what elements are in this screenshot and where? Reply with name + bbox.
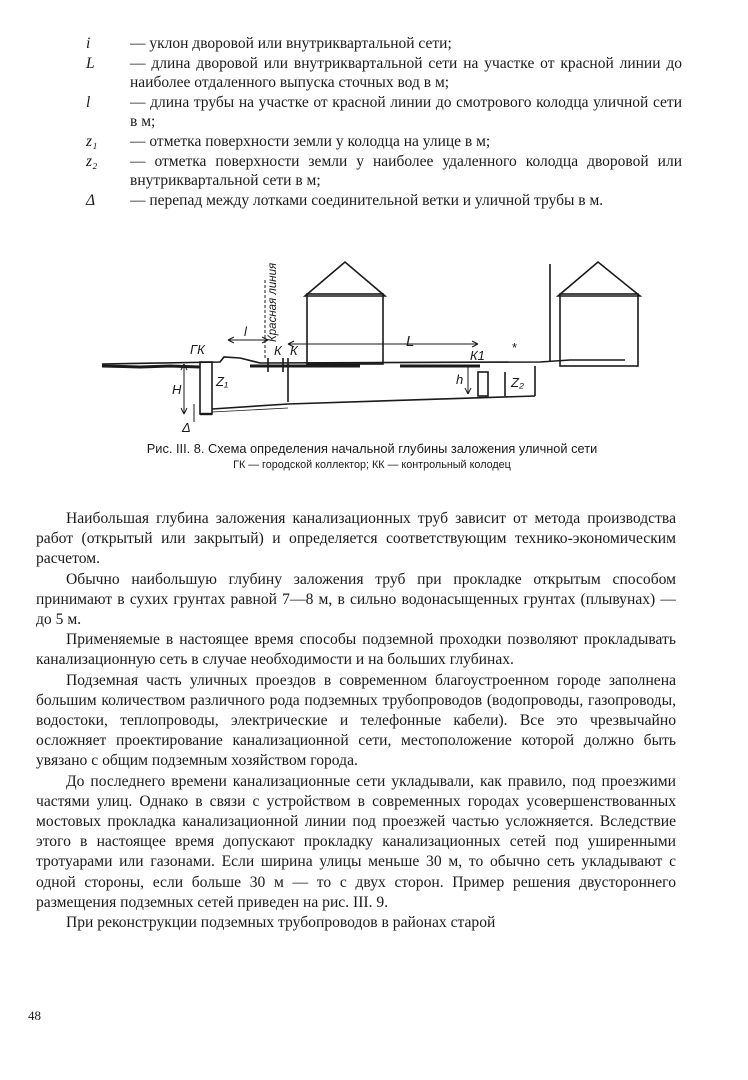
definition-text: — длина трубы на участке от красной линии до смотрового колодца уличной сети в м;	[130, 93, 682, 131]
paragraph: Наибольшая глубина заложения канализационных труб зависит от метода производства работ (открытый или закрытый) и определяется соответствующим технико-экономическим расчетом.	[36, 510, 676, 568]
caption-title: Рис. III. 8. Схема определения начальной глубины заложения уличной сети	[146, 441, 598, 456]
definition-text: — уклон дворовой или внутриквартальной сети;	[130, 35, 452, 52]
paragraph: Применяемые в настоящее время способы подземной проходки позволяют прокладывать канализационную сеть в случае необходимости и на больших глубинах.	[36, 631, 676, 669]
label-l: l	[244, 324, 247, 339]
definition-row	[86, 152, 682, 191]
definition-text: — отметка поверхности земли у колодца на улице в м;	[130, 132, 491, 150]
definition-row	[86, 132, 682, 152]
definition-text: — перепад между лотками соединительной ветки и уличной трубы в м.	[130, 191, 604, 209]
definition-row	[86, 191, 682, 211]
symbol-definitions	[86, 34, 682, 210]
label-L: L	[406, 333, 415, 350]
label-H: H	[172, 382, 182, 397]
definition-text: — отметка поверхности земли у наиболее удаленного колодца дворовой или внутриквартальной сети в м;	[130, 152, 682, 190]
paragraph: При реконструкции подземных трубопроводов в районах старой	[66, 914, 496, 932]
page-number: 48	[28, 1008, 41, 1023]
ground-line	[102, 357, 625, 364]
definition-symbol: i	[86, 35, 91, 52]
label-k1: К	[274, 343, 282, 358]
label-k2: К	[290, 343, 298, 358]
paragraph: До последнего времени канализационные сети укладывали, как правило, под проезжими частями улиц. Однако в связи с устройством в современных городах усовершенствованных мостовых прокладка канализационной линии под проезжей частью усложняется. Вследствие этого в настоящее время допускают прокладку канализационных сетей под уширенными тротуарами или газонами. Если ширина улицы меньше 30 м, то обычно сеть укладывают с одной стороны, если больше 30 м — то с двух сторон. Пример решения двустороннего размещения подземных сетей приведен на рис. III. 9.	[36, 772, 676, 911]
definition-text: — длина дворовой или внутриквартальной сети на участке от красной линии до наиболее отдаленного выпуска сточных вод в м;	[130, 54, 682, 92]
definition-symbol: z₂	[86, 152, 98, 170]
well-k1	[478, 372, 488, 396]
sewer-depth-diagram	[100, 254, 690, 439]
definition-symbol: l	[86, 93, 91, 111]
caption-legend: ГК — городской коллектор; КК — контрольный колодец	[233, 459, 511, 471]
definition-row	[86, 93, 682, 132]
house-left	[307, 294, 383, 364]
city-collector	[200, 362, 212, 414]
yard-pipe	[288, 396, 535, 404]
body-text	[36, 509, 676, 933]
label-red-line: Красная линия	[267, 262, 279, 342]
definition-symbol: L	[86, 54, 95, 72]
definition-row	[86, 54, 682, 93]
house-right	[560, 294, 638, 366]
definition-symbol: Δ	[86, 191, 96, 209]
paragraph: Подземная часть уличных проездов в современном благоустроенном городе заполнена большим количеством различного рода подземных трубопроводов (водопроводы, газопроводы, водостоки, теплопроводы, электрические и телефонные кабели). Все это чрезвычайно осложняет проектирование канализационной сети, местоположение которой должно быть увязано с общим подземным хозяйством города.	[36, 671, 676, 770]
label-h: h	[456, 372, 464, 387]
label-z1: Z₁	[216, 374, 229, 389]
paragraph: Обычно наибольшую глубину заложения труб при прокладке открытым способом принимают в сухих грунтах равной 7—8 м, в сильно водонасыщенных грунтах (плывунах) — до 5 м.	[36, 570, 676, 629]
label-k-one: К1	[470, 348, 485, 363]
definition-row	[86, 34, 682, 54]
figure-caption	[92, 441, 652, 473]
label-star: *	[512, 340, 518, 355]
label-z2: Z₂	[511, 375, 524, 390]
definition-symbol: z₁	[86, 132, 98, 150]
label-gk: ГК	[190, 342, 205, 357]
label-delta: Δ	[182, 420, 191, 435]
